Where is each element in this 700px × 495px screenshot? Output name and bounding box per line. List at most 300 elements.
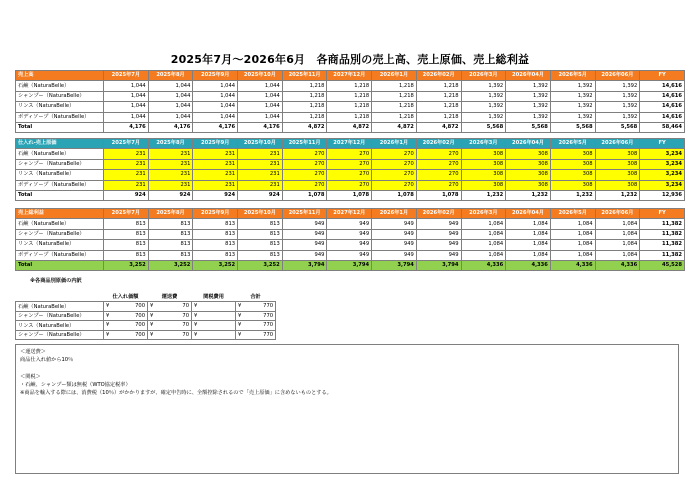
total-value: 924: [193, 190, 238, 200]
month-value: 1,084: [550, 240, 595, 250]
month-value: 813: [104, 219, 149, 229]
note-line: ・石鹸、シャンプー類は無税（WTO協定税率）: [20, 382, 131, 389]
total-value: 4,176: [193, 122, 238, 132]
month-value: 308: [461, 149, 506, 159]
currency-symbol: ¥: [192, 321, 198, 331]
month-value: 1,084: [550, 250, 595, 260]
month-header: 2025年7月: [104, 139, 149, 149]
month-value: 1,044: [148, 91, 193, 101]
table-row: [16, 229, 685, 239]
breakdown-shipping-value: 70: [154, 330, 192, 340]
note-line: ＜関税＞: [20, 373, 41, 380]
month-value: 231: [193, 170, 238, 180]
month-header: 2026年5月: [550, 71, 595, 81]
total-value: 4,872: [282, 122, 327, 132]
month-value: 1,044: [193, 81, 238, 91]
product-name: リンス（NaturaBelle）: [16, 170, 104, 180]
month-value: 231: [148, 180, 193, 190]
month-header: 2025年7月: [104, 71, 149, 81]
notes-box: [15, 344, 679, 474]
month-value: 308: [461, 180, 506, 190]
month-value: 308: [506, 159, 551, 169]
gross-profit-table: [15, 208, 685, 271]
gross-header-row: [16, 209, 685, 219]
breakdown-shipping-value: 70: [154, 302, 192, 312]
total-value: 1,232: [550, 190, 595, 200]
fy-value: 11,382: [640, 250, 685, 260]
month-value: 813: [238, 250, 283, 260]
month-value: 270: [282, 170, 327, 180]
month-value: 1,044: [104, 102, 149, 112]
table-row: [16, 302, 276, 312]
currency-symbol: ¥: [148, 321, 154, 331]
month-value: 270: [372, 170, 417, 180]
month-value: 949: [282, 250, 327, 260]
month-header: 2025年7月: [104, 209, 149, 219]
month-value: 1,218: [327, 81, 372, 91]
month-value: 1,044: [148, 81, 193, 91]
currency-symbol: ¥: [104, 330, 110, 340]
total-value: 1,078: [416, 190, 461, 200]
product-name: シャンプー（NaturaBelle）: [16, 330, 104, 340]
page-title: 2025年7月～2026年6月 各商品別の売上高、売上原価、売上総利益: [170, 53, 530, 66]
product-name: シャンプー（NaturaBelle）: [16, 311, 104, 321]
table-row: [16, 219, 685, 229]
month-value: 1,218: [327, 91, 372, 101]
month-value: 1,044: [238, 81, 283, 91]
month-value: 813: [104, 240, 149, 250]
total-value: 3,794: [282, 260, 327, 270]
total-value: 4,176: [238, 122, 283, 132]
currency-symbol: ¥: [104, 302, 110, 312]
total-value: 924: [238, 190, 283, 200]
total-value: 1,232: [506, 190, 551, 200]
month-value: 1,218: [282, 91, 327, 101]
month-value: 270: [372, 180, 417, 190]
month-value: 308: [595, 149, 640, 159]
fy-value: 3,234: [640, 170, 685, 180]
fy-total-value: 58,464: [640, 122, 685, 132]
breakdown-duty-value: [198, 311, 236, 321]
month-value: 1,084: [461, 250, 506, 260]
month-value: 1,084: [506, 229, 551, 239]
month-value: 308: [595, 170, 640, 180]
month-header: 2027年12月: [327, 71, 372, 81]
month-value: 1,392: [461, 91, 506, 101]
gross-header-label: 売上総利益: [16, 209, 104, 219]
month-value: 1,044: [193, 91, 238, 101]
month-value: 1,392: [506, 102, 551, 112]
month-value: 1,218: [416, 102, 461, 112]
month-value: 1,084: [461, 219, 506, 229]
month-value: 270: [416, 170, 461, 180]
month-value: 1,218: [327, 112, 372, 122]
month-value: 1,392: [506, 91, 551, 101]
month-header: 2026年02月: [416, 71, 461, 81]
product-name: 石鹸（NaturaBelle）: [16, 219, 104, 229]
month-value: 270: [416, 149, 461, 159]
month-value: 231: [193, 180, 238, 190]
month-value: 308: [550, 159, 595, 169]
month-value: 949: [416, 229, 461, 239]
currency-symbol: ¥: [192, 302, 198, 312]
month-value: 231: [104, 149, 149, 159]
currency-symbol: ¥: [192, 311, 198, 321]
fy-value: 14,616: [640, 102, 685, 112]
month-value: 231: [193, 159, 238, 169]
sales-header-row: [16, 71, 685, 81]
month-value: 1,218: [416, 81, 461, 91]
month-value: 813: [148, 219, 193, 229]
month-header: 2025年8月: [148, 209, 193, 219]
month-value: 1,392: [595, 81, 640, 91]
month-value: 1,218: [327, 102, 372, 112]
product-name: 石鹸（NaturaBelle）: [16, 149, 104, 159]
cogs-header-row: [16, 139, 685, 149]
fy-value: 3,234: [640, 149, 685, 159]
total-label: Total: [16, 122, 104, 132]
table-row: [16, 159, 685, 169]
month-value: 813: [148, 229, 193, 239]
total-value: 3,794: [416, 260, 461, 270]
total-value: 3,252: [148, 260, 193, 270]
month-value: 1,044: [104, 91, 149, 101]
month-value: 1,084: [595, 219, 640, 229]
month-header: 2026年04月: [506, 71, 551, 81]
product-name: シャンプー（NaturaBelle）: [16, 91, 104, 101]
month-header: 2025年10月: [238, 71, 283, 81]
total-value: 4,336: [550, 260, 595, 270]
fy-value: 3,234: [640, 159, 685, 169]
breakdown-header-row: [16, 291, 276, 302]
month-value: 270: [327, 149, 372, 159]
month-value: 1,044: [238, 91, 283, 101]
month-value: 1,392: [461, 112, 506, 122]
total-value: 4,872: [327, 122, 372, 132]
note-line: ※商品を輸入する際には、消費税（10％）がかかりますが、確定申告時に、全額控除されるので「売上原価」に含めないものとする。: [20, 390, 332, 397]
month-value: 949: [282, 229, 327, 239]
month-value: 231: [238, 180, 283, 190]
month-value: 813: [238, 219, 283, 229]
month-value: 231: [148, 149, 193, 159]
sales-header-label: 売上高: [16, 71, 104, 81]
month-value: 270: [416, 180, 461, 190]
month-header: 2026年1月: [372, 209, 417, 219]
month-value: 949: [327, 219, 372, 229]
month-value: 1,392: [550, 102, 595, 112]
currency-symbol: ¥: [236, 311, 242, 321]
month-value: 1,218: [282, 112, 327, 122]
month-value: 270: [372, 149, 417, 159]
breakdown-total-value: 770: [242, 302, 276, 312]
month-header: 2026年1月: [372, 139, 417, 149]
breakdown-column-header: 運送費: [161, 293, 178, 300]
breakdown-duty-value: [198, 321, 236, 331]
month-value: 1,218: [416, 112, 461, 122]
total-value: 4,176: [104, 122, 149, 132]
total-value: 3,794: [327, 260, 372, 270]
total-value: 924: [104, 190, 149, 200]
table-row: [16, 321, 276, 331]
month-header: 2026年3月: [461, 139, 506, 149]
table-row: [16, 81, 685, 91]
month-value: 1,218: [282, 102, 327, 112]
month-value: 813: [193, 229, 238, 239]
month-value: 1,218: [372, 81, 417, 91]
table-row: [16, 250, 685, 260]
total-value: 4,336: [506, 260, 551, 270]
note-line: 商品仕入れ値から10％: [20, 357, 74, 364]
month-value: 1,044: [193, 102, 238, 112]
cogs-header-label: 仕入れ-売上原価: [16, 139, 104, 149]
month-value: 231: [238, 159, 283, 169]
month-value: 1,084: [595, 240, 640, 250]
month-value: 949: [372, 250, 417, 260]
month-header: 2026年02月: [416, 139, 461, 149]
currency-symbol: ¥: [104, 321, 110, 331]
month-value: 1,084: [595, 229, 640, 239]
month-value: 231: [238, 149, 283, 159]
month-header: 2025年10月: [238, 209, 283, 219]
sales-table: [15, 70, 685, 133]
month-header: 2026年3月: [461, 71, 506, 81]
breakdown-shipping-value: 70: [154, 321, 192, 331]
month-header: 2025年11月: [282, 139, 327, 149]
breakdown-total-value: 770: [242, 311, 276, 321]
fy-total-value: 45,528: [640, 260, 685, 270]
product-name: ボディソープ（NaturaBelle）: [16, 180, 104, 190]
month-value: 231: [104, 159, 149, 169]
month-value: 1,392: [461, 102, 506, 112]
fy-value: 14,616: [640, 91, 685, 101]
month-value: 1,392: [595, 91, 640, 101]
month-value: 270: [327, 170, 372, 180]
breakdown-total-value: 770: [242, 330, 276, 340]
month-value: 1,392: [461, 81, 506, 91]
month-value: 231: [148, 159, 193, 169]
month-value: 1,044: [104, 112, 149, 122]
currency-symbol: ¥: [192, 330, 198, 340]
month-value: 1,044: [193, 112, 238, 122]
month-header: 2026年06月: [595, 139, 640, 149]
month-value: 1,392: [595, 102, 640, 112]
month-value: 270: [282, 149, 327, 159]
month-value: 813: [148, 250, 193, 260]
breakdown-corner: [16, 291, 104, 302]
month-header: 2025年9月: [193, 71, 238, 81]
total-value: 5,568: [595, 122, 640, 132]
breakdown-duty-value: [198, 330, 236, 340]
fy-header: FY: [640, 139, 685, 149]
table-row: [16, 311, 276, 321]
month-value: 949: [282, 219, 327, 229]
month-header: 2025年9月: [193, 209, 238, 219]
month-value: 1,044: [238, 102, 283, 112]
total-value: 4,872: [416, 122, 461, 132]
breakdown-column-header: 合計: [250, 293, 261, 300]
breakdown-purchase-value: 700: [110, 302, 148, 312]
product-name: 石鹸（NaturaBelle）: [16, 81, 104, 91]
total-value: 3,252: [104, 260, 149, 270]
month-header: 2025年9月: [193, 139, 238, 149]
product-name: 石鹸（NaturaBelle）: [16, 302, 104, 312]
fy-value: 14,616: [640, 81, 685, 91]
breakdown-purchase-value: 700: [110, 311, 148, 321]
month-value: 1,044: [104, 81, 149, 91]
month-value: 270: [416, 159, 461, 169]
fy-value: 11,382: [640, 240, 685, 250]
product-name: リンス（NaturaBelle）: [16, 240, 104, 250]
month-value: 231: [104, 180, 149, 190]
month-header: 2026年06月: [595, 209, 640, 219]
fy-value: 11,382: [640, 219, 685, 229]
breakdown-column-header: 関税費用: [203, 293, 224, 300]
month-header: 2026年06月: [595, 71, 640, 81]
month-value: 1,044: [148, 102, 193, 112]
sales-total-row: [16, 122, 685, 132]
total-value: 5,568: [461, 122, 506, 132]
month-value: 813: [148, 240, 193, 250]
month-value: 1,044: [238, 112, 283, 122]
month-value: 308: [550, 149, 595, 159]
total-value: 4,872: [372, 122, 417, 132]
breakdown-column-header: 仕入れ価額: [112, 293, 139, 300]
month-header: 2025年8月: [148, 139, 193, 149]
month-value: 308: [595, 180, 640, 190]
month-value: 949: [282, 240, 327, 250]
currency-symbol: ¥: [104, 311, 110, 321]
month-value: 813: [238, 229, 283, 239]
table-row: [16, 180, 685, 190]
fy-value: 11,382: [640, 229, 685, 239]
month-value: 270: [282, 180, 327, 190]
month-header: 2026年04月: [506, 209, 551, 219]
month-header: 2026年5月: [550, 139, 595, 149]
month-value: 949: [327, 229, 372, 239]
breakdown-label: ※各商品別原価の内訳: [30, 278, 82, 284]
total-value: 1,232: [595, 190, 640, 200]
month-header: 2026年1月: [372, 71, 417, 81]
month-value: 308: [550, 170, 595, 180]
month-value: 949: [372, 229, 417, 239]
cost-breakdown-table: [15, 291, 276, 340]
total-value: 3,252: [238, 260, 283, 270]
table-row: [16, 102, 685, 112]
fy-total-value: 12,936: [640, 190, 685, 200]
month-header: 2026年3月: [461, 209, 506, 219]
month-value: 1,084: [550, 219, 595, 229]
month-value: 270: [282, 159, 327, 169]
month-value: 949: [327, 240, 372, 250]
month-header: 2027年12月: [327, 139, 372, 149]
total-value: 3,794: [372, 260, 417, 270]
month-value: 270: [327, 180, 372, 190]
fy-value: 14,616: [640, 112, 685, 122]
month-value: 1,084: [550, 229, 595, 239]
note-line: [20, 365, 674, 373]
product-name: ボディソープ（NaturaBelle）: [16, 112, 104, 122]
month-value: 813: [193, 240, 238, 250]
month-value: 1,218: [372, 112, 417, 122]
fy-header: FY: [640, 71, 685, 81]
total-value: 5,568: [506, 122, 551, 132]
month-header: 2027年12月: [327, 209, 372, 219]
total-value: 3,252: [193, 260, 238, 270]
month-value: 270: [327, 159, 372, 169]
month-value: 813: [104, 250, 149, 260]
table-row: [16, 330, 276, 340]
fy-value: 3,234: [640, 180, 685, 190]
total-value: 1,078: [372, 190, 417, 200]
month-value: 1,392: [550, 81, 595, 91]
note-line: ＜運送費＞: [20, 349, 46, 355]
month-value: 308: [461, 170, 506, 180]
month-value: 813: [193, 250, 238, 260]
month-value: 231: [148, 170, 193, 180]
month-value: 1,084: [506, 219, 551, 229]
month-value: 949: [416, 240, 461, 250]
month-value: 1,084: [506, 250, 551, 260]
product-name: リンス（NaturaBelle）: [16, 102, 104, 112]
table-row: [16, 170, 685, 180]
month-value: 1,392: [550, 112, 595, 122]
total-value: 4,336: [595, 260, 640, 270]
currency-symbol: ¥: [148, 302, 154, 312]
month-header: 2025年8月: [148, 71, 193, 81]
total-value: 5,568: [550, 122, 595, 132]
month-value: 1,084: [461, 240, 506, 250]
total-value: 1,232: [461, 190, 506, 200]
product-name: リンス（NaturaBelle）: [16, 321, 104, 331]
gross-total-row: [16, 260, 685, 270]
fy-header: FY: [640, 209, 685, 219]
total-label: Total: [16, 260, 104, 270]
month-value: 308: [506, 170, 551, 180]
total-value: 4,336: [461, 260, 506, 270]
month-value: 1,218: [372, 102, 417, 112]
month-value: 231: [238, 170, 283, 180]
month-value: 1,392: [506, 81, 551, 91]
month-value: 1,218: [416, 91, 461, 101]
month-value: 231: [193, 149, 238, 159]
month-header: 2025年11月: [282, 71, 327, 81]
month-value: 813: [238, 240, 283, 250]
month-value: 949: [372, 240, 417, 250]
breakdown-shipping-value: 70: [154, 311, 192, 321]
month-value: 1,218: [282, 81, 327, 91]
total-value: 4,176: [148, 122, 193, 132]
month-header: 2026年5月: [550, 209, 595, 219]
cogs-total-row: [16, 190, 685, 200]
month-value: 1,044: [148, 112, 193, 122]
breakdown-purchase-value: 700: [110, 330, 148, 340]
month-value: 1,084: [595, 250, 640, 260]
month-value: 1,392: [595, 112, 640, 122]
table-row: [16, 149, 685, 159]
breakdown-duty-value: [198, 302, 236, 312]
product-name: シャンプー（NaturaBelle）: [16, 229, 104, 239]
month-value: 813: [104, 229, 149, 239]
month-header: 2025年10月: [238, 139, 283, 149]
month-header: 2026年02月: [416, 209, 461, 219]
table-row: [16, 240, 685, 250]
month-header: 2025年11月: [282, 209, 327, 219]
table-row: [16, 91, 685, 101]
currency-symbol: ¥: [236, 321, 242, 331]
currency-symbol: ¥: [148, 330, 154, 340]
month-value: 1,084: [506, 240, 551, 250]
month-value: 1,218: [372, 91, 417, 101]
